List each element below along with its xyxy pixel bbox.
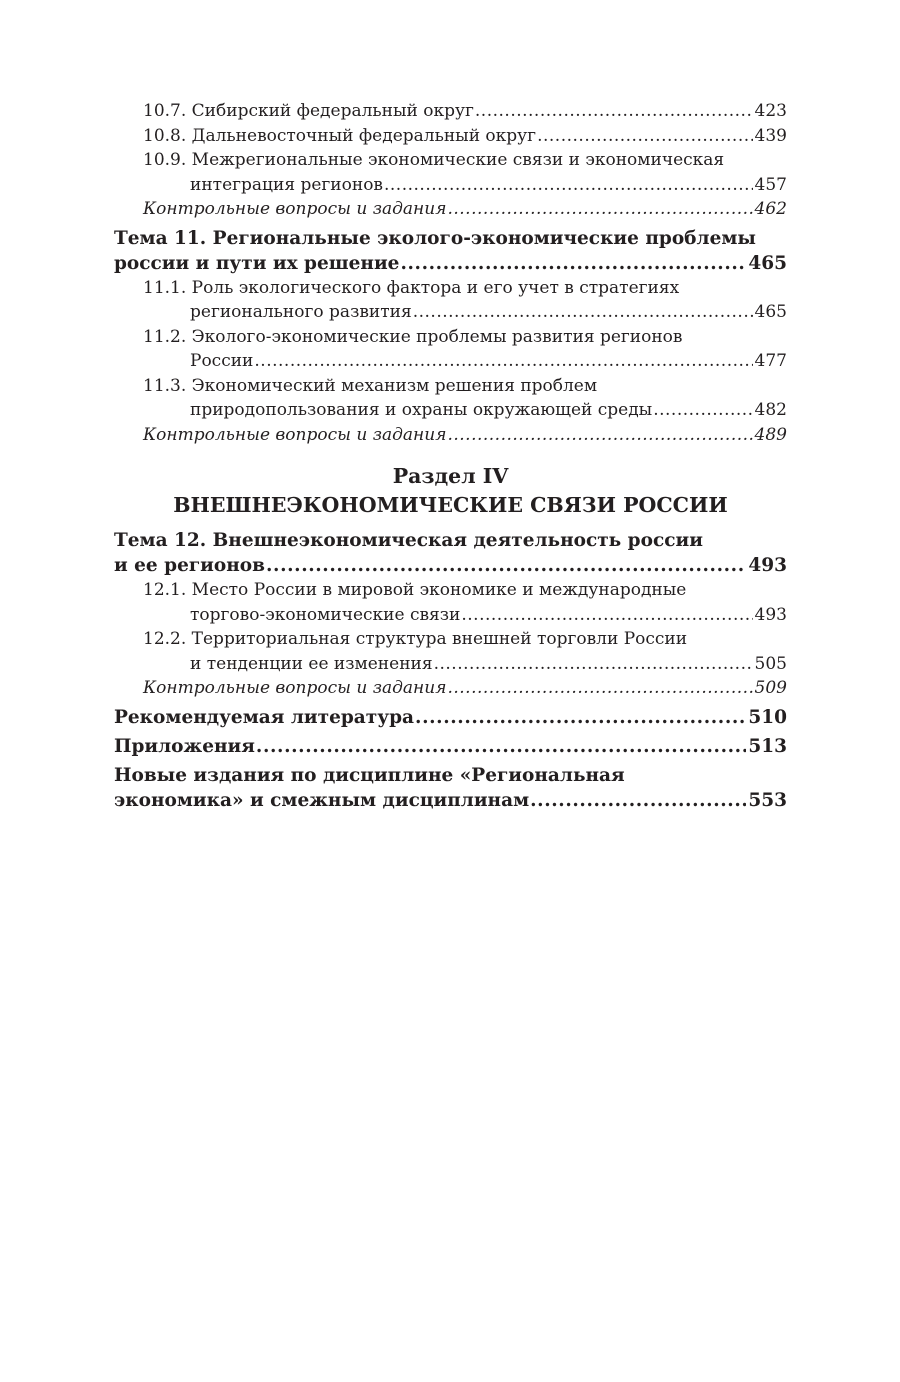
page-number: 553: [748, 789, 787, 811]
entry-title-line1: Новые издания по дисциплине «Региональная: [114, 764, 625, 786]
page-number: 477: [754, 351, 787, 371]
entry-title-line2: природопользования и охраны окружающей среды: [190, 400, 653, 420]
entry-title-line2: регионального развития: [190, 302, 412, 322]
page-number: 465: [754, 302, 787, 322]
toc-entry-10-7[interactable]: [114, 99, 787, 124]
entry-title: Контрольные вопросы и задания: [143, 199, 447, 219]
page-number: 439: [754, 125, 787, 146]
entry-title-line2: России: [190, 351, 254, 371]
entry-title: Контрольные вопросы и задания: [143, 424, 447, 445]
dot-leader: [266, 553, 746, 578]
dot-leader: [537, 124, 752, 149]
dot-leader: [530, 788, 746, 813]
entry-number: 10.9.: [143, 150, 187, 170]
entry-title-line2: торгово-экономические связи: [190, 604, 461, 625]
section-number: Раздел IV: [392, 464, 509, 488]
dot-leader: [413, 300, 753, 325]
page-number: 482: [754, 400, 787, 420]
toc-entry-11-2[interactable]: [114, 325, 787, 374]
dot-leader: [461, 603, 752, 628]
entry-title-line2: и тенденции ее изменения: [190, 653, 433, 674]
toc-entry-10-9[interactable]: [114, 148, 787, 197]
dot-leader: [447, 423, 752, 448]
page-number: 465: [748, 252, 787, 274]
entry-title-line1: 12.2. Территориальная структура внешней торговли России: [143, 629, 688, 649]
entry-title-line1: Тема 12. Внешнеэкономическая деятельность россии: [114, 530, 703, 551]
entry-title-line2: интеграция регионов: [190, 174, 383, 195]
toc-entry-12-2[interactable]: [114, 627, 787, 676]
toc-entry-questions-12[interactable]: [114, 676, 787, 701]
page-number: 457: [754, 174, 787, 195]
section-title: ВНЕШНЕЭКОНОМИЧЕСКИЕ СВЯЗИ РОССИИ: [173, 493, 728, 517]
dot-leader: [254, 349, 752, 374]
page-number: 505: [754, 653, 787, 674]
entry-title: Дальневосточный федеральный округ: [191, 125, 537, 146]
toc-entry-questions-11[interactable]: [114, 423, 787, 448]
dot-leader: [447, 676, 752, 701]
toc-entry-theme-11[interactable]: [114, 226, 787, 276]
entry-number: 10.8.: [143, 125, 187, 146]
dot-leader: [415, 705, 746, 730]
entry-title-line1: Тема 11. Региональные эколого-экономические проблемы: [114, 227, 756, 249]
dot-leader: [653, 398, 752, 423]
entry-title-line1: Межрегиональные экономические связи и экономическая: [191, 150, 725, 170]
page-number: 462: [754, 199, 787, 219]
entry-title-line1: 11.3. Экономический механизм решения проблем: [143, 375, 598, 396]
entry-title-line2: россии и пути их решение: [114, 252, 400, 274]
entry-title-line1: 11.2. Эколого-экономические проблемы развития регионов: [143, 326, 683, 347]
page-number: 493: [754, 604, 787, 625]
toc-entry-appendix[interactable]: [114, 734, 787, 759]
section-heading: [114, 462, 787, 520]
toc-entry-11-3[interactable]: [114, 374, 787, 423]
table-of-contents: [114, 99, 787, 813]
dot-leader: [384, 173, 753, 198]
entry-title-line2: экономика» и смежным дисциплинам: [114, 789, 530, 811]
entry-number: 10.7.: [143, 101, 187, 121]
toc-entry-12-1[interactable]: [114, 578, 787, 627]
toc-entry-theme-12[interactable]: [114, 528, 787, 578]
page-number: 493: [748, 555, 787, 576]
page-number: 509: [754, 678, 787, 698]
dot-leader: [447, 197, 752, 222]
toc-entry-10-8[interactable]: [114, 124, 787, 149]
entry-title: Приложения: [114, 735, 255, 757]
entry-title: Рекомендуемая литература: [114, 706, 415, 728]
entry-title-line1: 11.1. Роль экологического фактора и его учет в стратегиях: [143, 277, 680, 298]
page-number: 489: [754, 424, 787, 445]
toc-entry-new-editions[interactable]: [114, 763, 787, 813]
entry-title-line2: и ее регионов: [114, 555, 265, 576]
entry-title: Сибирский федеральный округ: [191, 101, 474, 121]
page-number: 510: [748, 706, 787, 728]
page-number: 423: [754, 101, 787, 121]
entry-title-line1: 12.1. Место России в мировой экономике и международные: [143, 580, 687, 600]
toc-entry-literature[interactable]: [114, 705, 787, 730]
dot-leader: [256, 734, 746, 759]
entry-title: Контрольные вопросы и задания: [143, 678, 447, 698]
page-number: 513: [748, 735, 787, 757]
dot-leader: [475, 99, 753, 124]
dot-leader: [434, 652, 753, 677]
toc-entry-questions-10[interactable]: [114, 197, 787, 222]
dot-leader: [400, 251, 746, 276]
toc-entry-11-1[interactable]: [114, 276, 787, 325]
